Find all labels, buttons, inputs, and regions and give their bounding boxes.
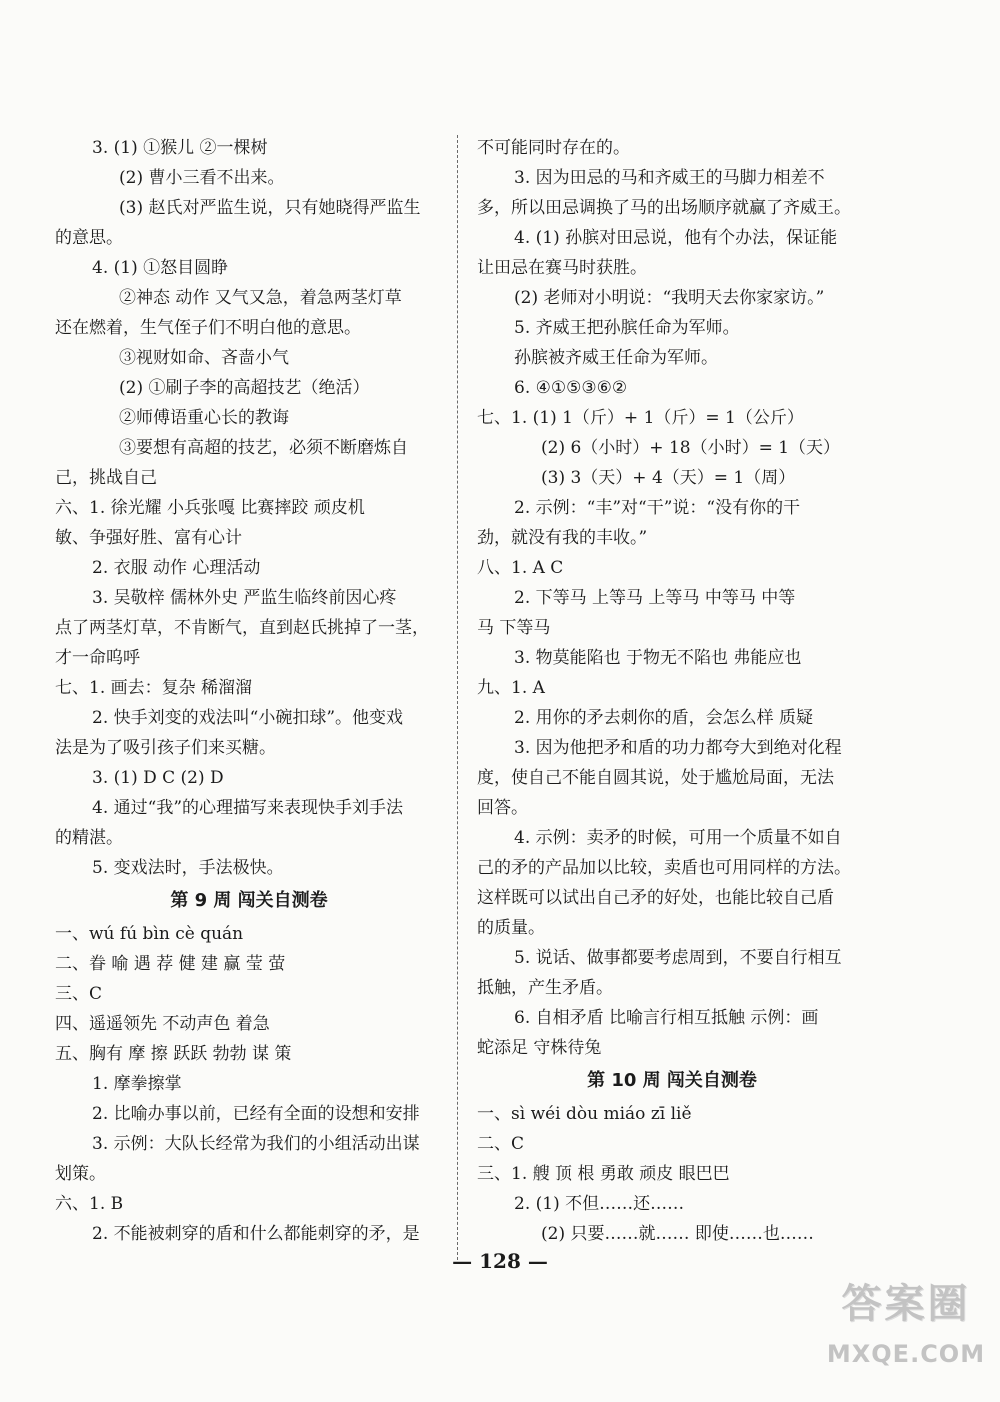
answer-line: 5. 齐威王把孙膑任命为军师。 — [514, 318, 740, 338]
answer-line: 的精湛。 — [55, 828, 123, 848]
answer-line: 回答。 — [477, 798, 528, 818]
answer-line: 3. (1) ①猴儿 ②一棵树 — [92, 138, 268, 158]
answer-line: 七、1. 画去：复杂 稀溜溜 — [55, 678, 253, 698]
answer-line: 八、1. A C — [477, 558, 564, 578]
answer-line: 这样既可以试出自己矛的好处，也能比较自己盾 — [477, 888, 834, 908]
answer-line: 3. 物莫能陷也 于物无不陷也 弗能应也 — [514, 648, 802, 668]
answer-line: 1. 摩拳擦掌 — [92, 1074, 182, 1094]
answer-line: (2) 6（小时）+ 18（小时）= 1（天） — [541, 438, 841, 458]
section-heading: 第 10 周 闯关自测卷 — [587, 1070, 757, 1091]
answer-line: 6. ④①⑤③⑥② — [514, 378, 628, 398]
answer-line: 5. 说话、做事都要考虑周到，不要自行相互 — [514, 948, 842, 968]
answer-line: 九、1. A — [477, 678, 545, 698]
answer-line: 马 下等马 — [477, 618, 551, 638]
answer-line: 2. (1) 不但……还…… — [514, 1194, 685, 1214]
answer-line: (2) 曹小三看不出来。 — [119, 168, 285, 188]
answer-line: 2. 不能被刺穿的盾和什么都能刺穿的矛，是 — [92, 1224, 420, 1244]
answer-line: 划策。 — [55, 1164, 106, 1184]
answer-line: (3) 3（天）+ 4（天）= 1（周） — [541, 468, 796, 488]
answer-line: (2) 老师对小明说：“我明天去你家家访。” — [514, 288, 825, 308]
answer-line: (2) ①刷子李的高超技艺（绝活） — [119, 378, 370, 398]
answer-line: 三、C — [55, 984, 103, 1004]
answer-line: 抵触，产生矛盾。 — [477, 978, 613, 998]
answer-line: 一、sì wéi dòu miáo zī liě — [477, 1104, 692, 1124]
answer-line: 的意思。 — [55, 228, 123, 248]
answer-line: 4. (1) 孙膑对田忌说，他有个办法，保证能 — [514, 228, 838, 248]
watermark-sub-text: MXQE.COM — [826, 1340, 986, 1368]
answer-line: ②神态 动作 又气又急，着急两茎灯草 — [119, 288, 402, 308]
answer-line: 4. (1) ①怒目圆睁 — [92, 258, 229, 278]
answer-line: 2. 下等马 上等马 上等马 中等马 中等 — [514, 588, 796, 608]
answer-line: 孙膑被齐威王任命为军师。 — [514, 348, 718, 368]
answer-line: ③视财如命、吝啬小气 — [119, 348, 289, 368]
answer-line: 3. 示例：大队长经常为我们的小组活动出谋 — [92, 1134, 420, 1154]
watermark-main-text: 答案圈 — [841, 1281, 971, 1327]
answer-line: 才一命呜呼 — [55, 648, 140, 668]
answer-line: 3. 吴敬梓 儒林外史 严监生临终前因心疼 — [92, 588, 397, 608]
answer-line: 3. 因为他把矛和盾的功力都夸大到绝对化程 — [514, 738, 842, 758]
left-column — [55, 133, 443, 1249]
answer-line: 劲，就没有我的丰收。” — [477, 528, 648, 548]
watermark-logo — [826, 1274, 986, 1392]
answer-line: 六、1. B — [55, 1194, 124, 1214]
answer-line: 3. (1) D C (2) D — [92, 768, 224, 788]
answer-line: 6. 自相矛盾 比喻言行相互抵触 示例：画 — [514, 1008, 819, 1028]
answer-line: 蛇添足 守株待兔 — [477, 1038, 602, 1058]
page-number: — 128 — — [452, 1249, 548, 1273]
column-divider — [457, 135, 458, 1260]
answer-line: 一、wú fú bìn cè quán — [55, 924, 244, 944]
answer-line: 多，所以田忌调换了马的出场顺序就赢了齐威王。 — [477, 198, 851, 218]
answer-line: 让田忌在赛马时获胜。 — [477, 258, 647, 278]
answer-line: 2. 比喻办事以前，已经有全面的设想和安排 — [92, 1104, 420, 1124]
answer-line: 法是为了吸引孩子们来买糖。 — [55, 738, 276, 758]
answer-line: 2. 用你的矛去刺你的盾，会怎么样 质疑 — [514, 708, 814, 728]
answer-line: 己的矛的产品加以比较，卖盾也可用同样的方法。 — [477, 858, 851, 878]
answer-line: 的质量。 — [477, 918, 545, 938]
answer-line: (2) 只要……就…… 即使……也…… — [541, 1224, 814, 1244]
answer-line: 还在燃着，生气侄子们不明白他的意思。 — [55, 318, 361, 338]
answer-line: 敏、争强好胜、富有心计 — [55, 528, 242, 548]
right-column — [477, 133, 867, 1249]
answer-line: 2. 示例：“丰”对“干”说：“没有你的干 — [514, 498, 801, 518]
answer-line: 4. 示例：卖矛的时候，可用一个质量不如自 — [514, 828, 842, 848]
answer-line: 二、C — [477, 1134, 525, 1154]
answer-line: (3) 赵氏对严监生说，只有她晓得严监生 — [119, 198, 421, 218]
answer-line: 2. 快手刘变的戏法叫“小碗扣球”。他变戏 — [92, 708, 404, 728]
answer-line: 四、遥遥领先 不动声色 着急 — [55, 1014, 270, 1034]
answer-line: 5. 变戏法时，手法极快。 — [92, 858, 284, 878]
answer-line: 度，使自己不能自圆其说，处于尴尬局面，无法 — [477, 768, 834, 788]
answer-line: 五、胸有 摩 擦 跃跃 勃勃 谋 策 — [55, 1044, 292, 1064]
answer-line: 己，挑战自己 — [55, 468, 157, 488]
answer-line: 二、眷 喻 遇 荐 健 建 赢 莹 萤 — [55, 954, 286, 974]
answer-line: 六、1. 徐光耀 小兵张嘎 比赛摔跤 顽皮机 — [55, 498, 365, 518]
answer-line: 三、1. 艘 顶 根 勇敢 顽皮 眼巴巴 — [477, 1164, 730, 1184]
answer-line: ③要想有高超的技艺，必须不断磨炼自 — [119, 438, 408, 458]
answer-line: 4. 通过“我”的心理描写来表现快手刘手法 — [92, 798, 404, 818]
answer-line: ②师傅语重心长的教诲 — [119, 408, 289, 428]
section-heading: 第 9 周 闯关自测卷 — [170, 890, 328, 911]
answer-line: 2. 衣服 动作 心理活动 — [92, 558, 261, 578]
answer-line: 3. 因为田忌的马和齐威王的马脚力相差不 — [514, 168, 825, 188]
answer-line: 点了两茎灯草，不肯断气，直到赵氏挑掉了一茎， — [55, 618, 429, 638]
answer-line: 七、1. (1) 1（斤）+ 1（斤）= 1（公斤） — [477, 408, 804, 428]
answer-line: 不可能同时存在的。 — [477, 138, 630, 158]
